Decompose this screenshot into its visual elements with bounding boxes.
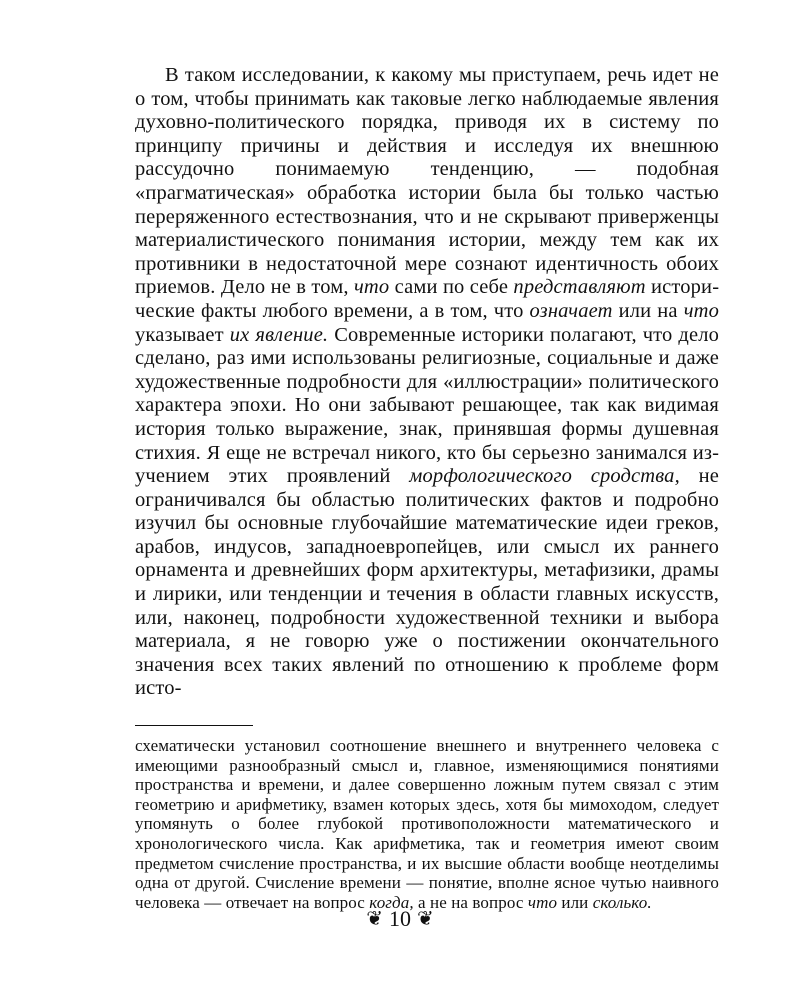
emphasis: означает <box>529 299 613 322</box>
emphasis: их явление. <box>229 323 329 346</box>
body-paragraph: В таком исследовании, к какому мы приступаем, речь идет не о том, чтобы принимать как таковые легко наблюдаемые явления духовно-политического порядка, приводя их в систему по принципу причины и действия и исследуя их внешнюю рассудочно понимаемую тенденцию, — подобная «прагматическая» обработка истории была бы только частью переряженного естествознания, что и не скрывают приверженцы материалистического понимания истории, между тем как их противники в недостаточной мере сознают идентичность обоих приемов. Дело не в том, что сами по себе представляют исторические факты любого времени, а в том, что означает или на что указывает их явление. Современные историки полагают, что дело сделано, раз ими использованы религиозные, социальные и даже художественные подробности для «иллюстрации» политического характера эпохи. Но они забывают решающее, так как видимая история только выражение, знак, принявшая формы душевная стихия. Я еще не встречал никого, кто бы серьезно занимался изучением этих проявлений морфологического сродства, не ограничивался бы областью политических фактов и подробно изучил бы основные глубочайшие математические идеи греков, арабов, индусов, западноевропейцев, или смысл их раннего орнамента и древнейших форм архитектуры, метафизики, драмы и лирики, или тенденции и течения в области главных искусств, или, наконец, подробности художественной техники и выбора материала, я не говорю уже о постижении окончательного значения всех таких явлений по отношению к проблеме форм исто- <box>135 64 720 700</box>
page-folio <box>0 906 800 932</box>
floral-ornament-icon: ❦ <box>417 908 434 930</box>
emphasis: что <box>527 892 558 912</box>
footnote: схематически установил соотношение внешнего и внутреннего человека с имеющими разнообразный смысл и, главное, изменяющимися понятиями пространства и времени, и далее совершенно ложным путем связал с этим геометрию и арифметику, взамен которых здесь, хотя бы мимоходом, следует упомянуть о более глубокой противоположности математического и хронологического числа. Как арифметика, так и геометрия имеют своим предметом счисление пространства, и их высшие области вообще неотделимы одна от другой. Счисление времени — понятие, вполне ясное чутью наивного человека — отвечает на вопрос когда, а не на вопрос что или сколько. <box>135 736 719 912</box>
page-content <box>135 64 719 912</box>
footnote-divider <box>135 725 253 726</box>
floral-ornament-icon: ❦ <box>366 908 383 930</box>
emphasis: сколько. <box>592 892 652 912</box>
page-number: 10 <box>389 906 411 931</box>
emphasis: морфологического сродства, <box>409 465 680 488</box>
emphasis: что <box>683 299 719 322</box>
emphasis: когда, <box>369 892 414 912</box>
emphasis: что <box>354 276 390 299</box>
emphasis: представляют <box>513 276 646 299</box>
